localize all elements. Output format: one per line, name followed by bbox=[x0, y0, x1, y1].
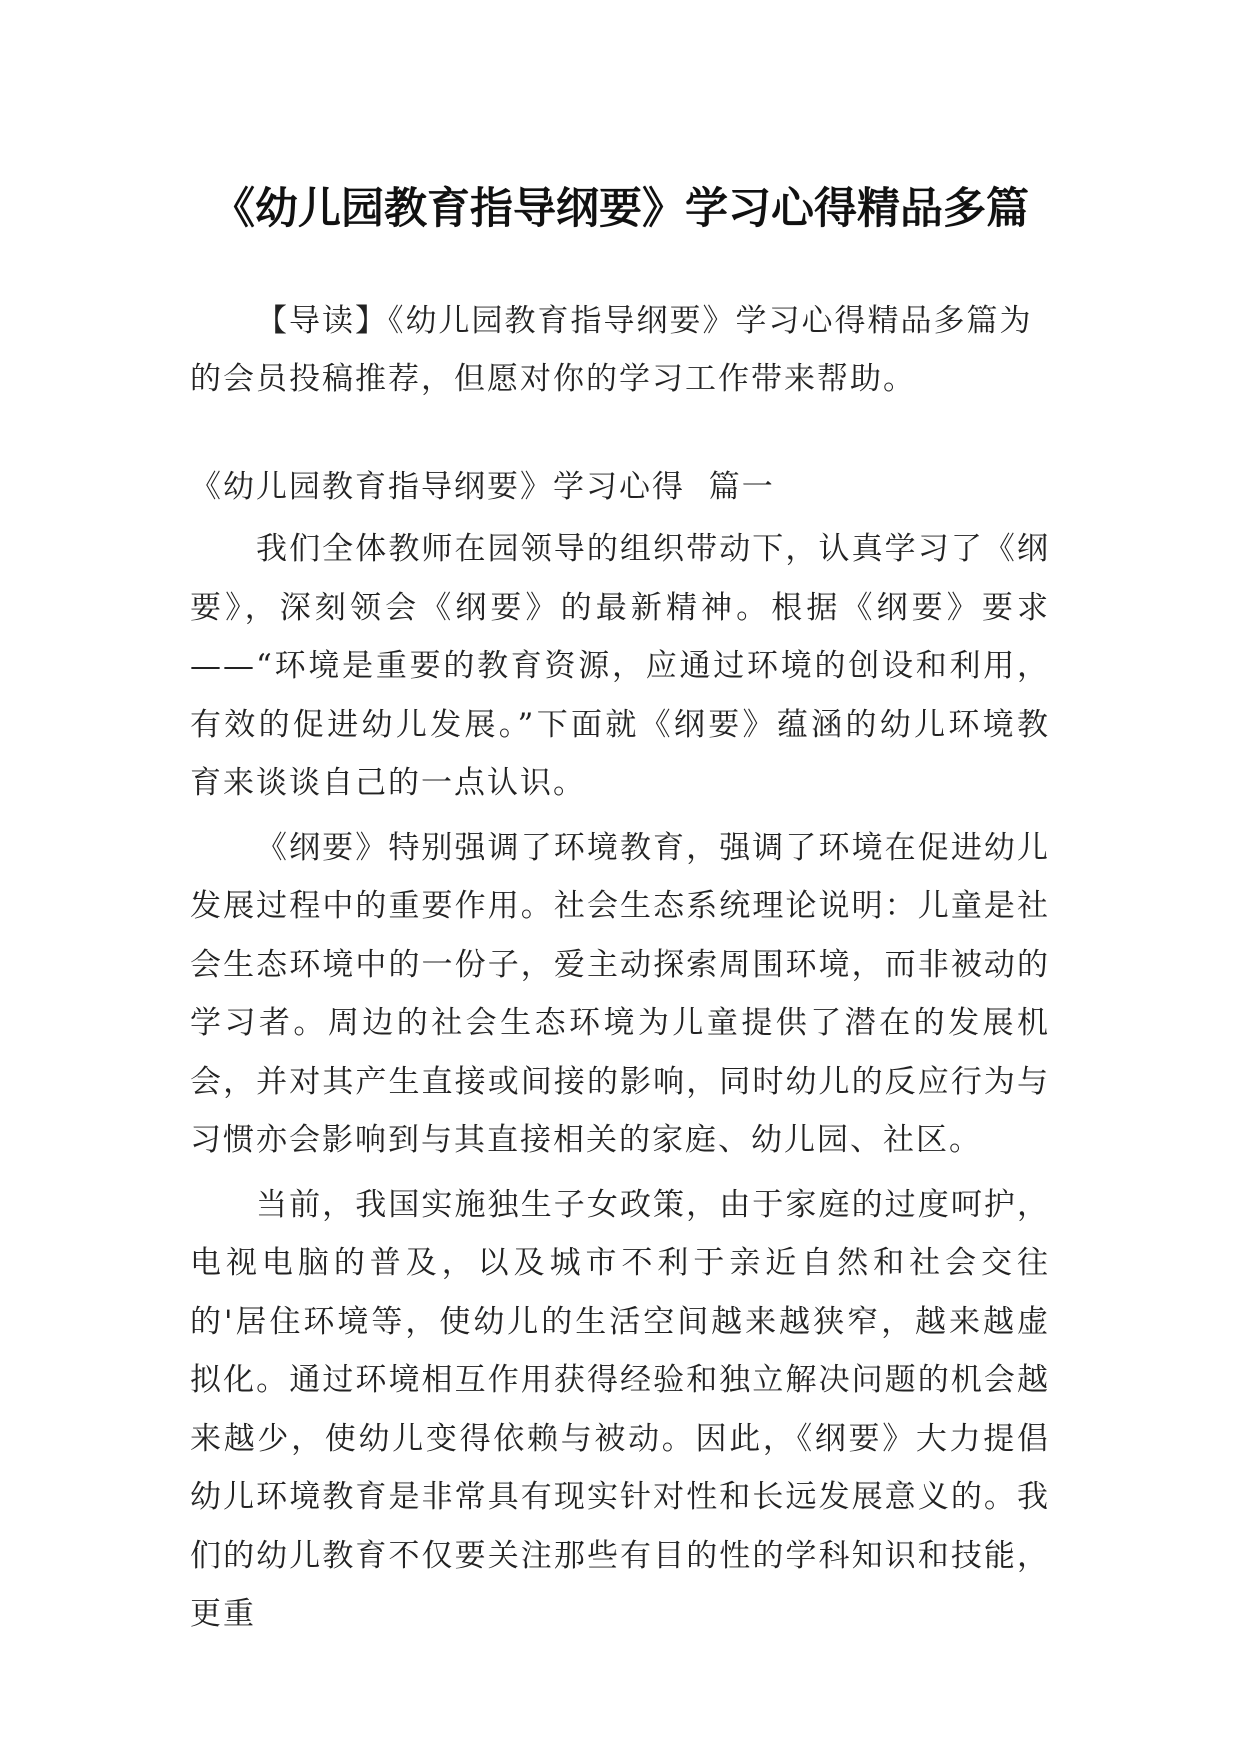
body-paragraph-2: 《纲要》特别强调了环境教育，强调了环境在促进幼儿发展过程中的重要作用。社会生态系统理论说明：儿童是社会生态环境中的一份子，爱主动探索周围环境，而非被动的学习者。周边的社会生态环境为儿童提供了潜在的发展机会，并对其产生直接或间接的影响，同时幼儿的反应行为与习惯亦会影响到与其直接相关的家庭、幼儿园、社区。 bbox=[190, 829, 1050, 1158]
body-paragraph-3: 当前，我国实施独生子女政策，由于家庭的过度呵护，电视电脑的普及，以及城市不利于亲近自然和社会交往的'居住环境等，使幼儿的生活空间越来越狭窄，越来越虚拟化。通过环境相互作用获得经验和独立解决问题的机会越来越少，使幼儿变得依赖与被动。因此，《纲要》大力提倡幼儿环境教育是非常具有现实针对性和长远发展意义的。我们的幼儿教育不仅要关注那些有目的性的学科知识和技能，更重 bbox=[190, 1186, 1050, 1632]
section-heading: 《幼儿园教育指导纲要》学习心得 篇一 bbox=[190, 469, 775, 505]
intro-paragraph: 【导读】《幼儿园教育指导纲要》学习心得精品多篇为的会员投稿推荐，但愿对你的学习工作带来帮助。 bbox=[190, 303, 1033, 397]
body-paragraph-1: 我们全体教师在园领导的组织带动下，认真学习了《纲要》，深刻领会《纲要》的最新精神。根据《纲要》要求——“环境是重要的教育资源，应通过环境的创设和利用，有效的促进幼儿发展。”下面就《纲要》蕴涵的幼儿环境教育来谈谈自己的一点认识。 bbox=[190, 531, 1050, 801]
article-body bbox=[190, 520, 1050, 1644]
document-title: 《幼儿园教育指导纲要》学习心得精品多篇 bbox=[212, 183, 1029, 234]
